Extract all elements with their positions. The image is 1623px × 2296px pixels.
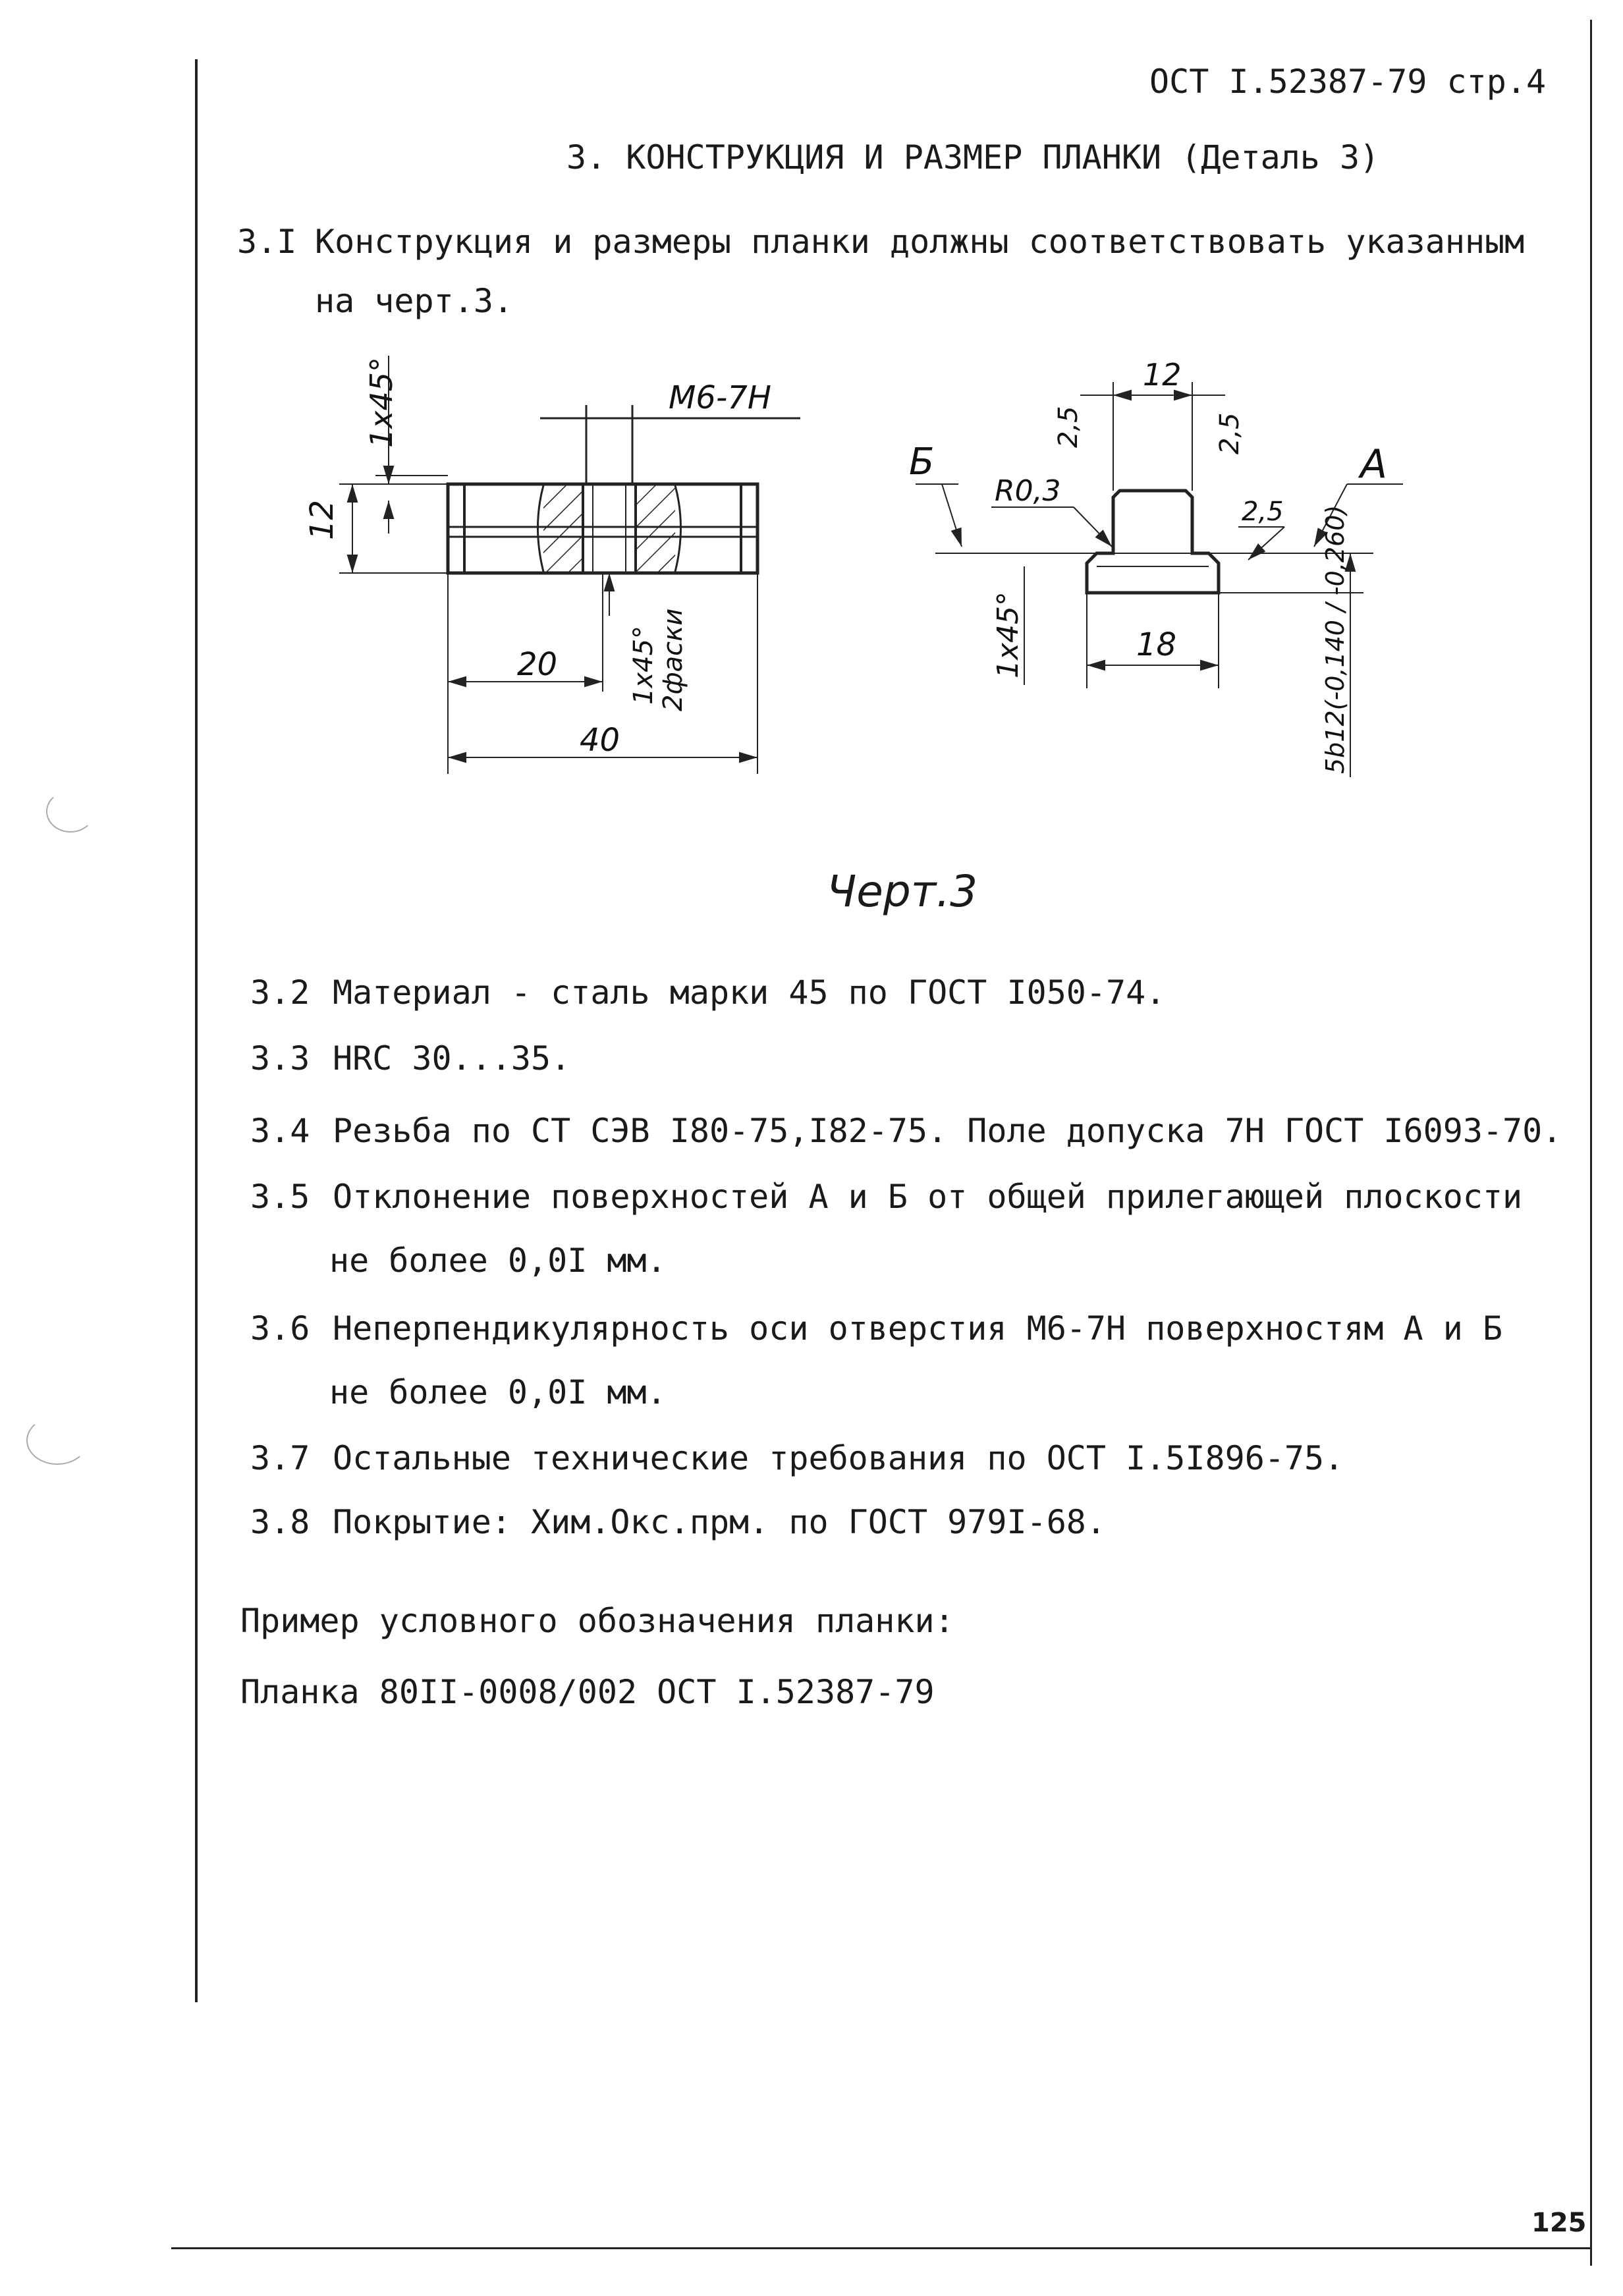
label-surface-b: Б bbox=[909, 441, 935, 483]
label-bottom-width: 18 bbox=[1136, 626, 1177, 663]
left-view bbox=[339, 356, 800, 774]
item-3-8-text: Покрытие: Хим.Окс.прм. по ГОСТ 979I-68. bbox=[333, 1503, 1106, 1541]
item-3-5-number: 3.5 bbox=[250, 1178, 310, 1216]
label-length: 40 bbox=[580, 722, 620, 759]
item-3-4-number: 3.4 bbox=[250, 1112, 310, 1150]
label-half-length: 20 bbox=[517, 646, 558, 683]
para-3-1-number: 3.I bbox=[237, 223, 297, 261]
label-chamfer-left: 2,5 bbox=[1053, 406, 1084, 448]
example-label: Пример условного обозначения планки: bbox=[240, 1602, 954, 1640]
drawing-caption: Черт.3 bbox=[827, 866, 978, 917]
label-chamfer-top: 1x45° bbox=[364, 356, 399, 448]
item-3-6-number: 3.6 bbox=[250, 1309, 310, 1348]
label-surface-a: A bbox=[1360, 441, 1388, 487]
item-3-3-text: HRC 30...35. bbox=[333, 1039, 571, 1078]
item-3-7-text: Остальные технические требования по ОСТ I.5I896-75. bbox=[333, 1439, 1344, 1477]
item-3-5-continuation: не более 0,0I мм. bbox=[329, 1242, 667, 1280]
label-chamfer-bottom: 1x45° bbox=[991, 591, 1025, 678]
para-3-1-line-2: на черт.3. bbox=[315, 282, 514, 320]
label-edge-chamfer: 2,5 bbox=[1242, 497, 1284, 527]
item-3-3-number: 3.3 bbox=[250, 1039, 310, 1078]
item-3-6-text: Неперпендикулярность оси отверстия М6-7H поверхностям А и Б bbox=[333, 1309, 1503, 1348]
label-chamfer-note: 2фаски bbox=[658, 608, 688, 711]
label-tolerance: 5b12(-0,140 / -0,260) bbox=[1321, 505, 1350, 774]
para-3-1-line-1: Конструкция и размеры планки должны соответствовать указанным bbox=[315, 223, 1525, 261]
item-3-8-number: 3.8 bbox=[250, 1503, 310, 1541]
label-chamfer-right: 2,5 bbox=[1215, 412, 1245, 454]
item-3-5-text: Отклонение поверхностей А и Б от общей прилегающей плоскости bbox=[333, 1178, 1523, 1216]
example-designation: Планка 80II-0008/002 ОСТ I.52387-79 bbox=[240, 1673, 935, 1711]
document-reference: ОСТ I.52387-79 стр.4 bbox=[1149, 63, 1547, 101]
page-number: 125 bbox=[1531, 2208, 1587, 2238]
label-chamfer-hole: 1x45° bbox=[628, 625, 659, 705]
label-top-width: 12 bbox=[1143, 357, 1182, 393]
item-3-4-text: Резьба по СТ СЭВ I80-75,I82-75. Поле допуска 7H ГОСТ I6093-70. bbox=[333, 1112, 1562, 1150]
section-hatch-left bbox=[543, 485, 583, 572]
section-hatch-right bbox=[636, 485, 675, 572]
label-height: 12 bbox=[304, 499, 341, 540]
item-3-2-text: Материал - сталь марки 45 по ГОСТ I050-74. bbox=[333, 973, 1166, 1012]
item-3-6-continuation: не более 0,0I мм. bbox=[329, 1373, 667, 1411]
item-3-7-number: 3.7 bbox=[250, 1439, 310, 1477]
plank-body bbox=[448, 484, 757, 573]
label-thread: M6-7H bbox=[669, 379, 771, 416]
item-3-2-number: 3.2 bbox=[250, 973, 310, 1012]
label-radius: R0,3 bbox=[995, 474, 1061, 508]
section-title: 3. КОНСТРУКЦИЯ И РАЗМЕР ПЛАНКИ (Деталь 3) bbox=[566, 138, 1380, 177]
